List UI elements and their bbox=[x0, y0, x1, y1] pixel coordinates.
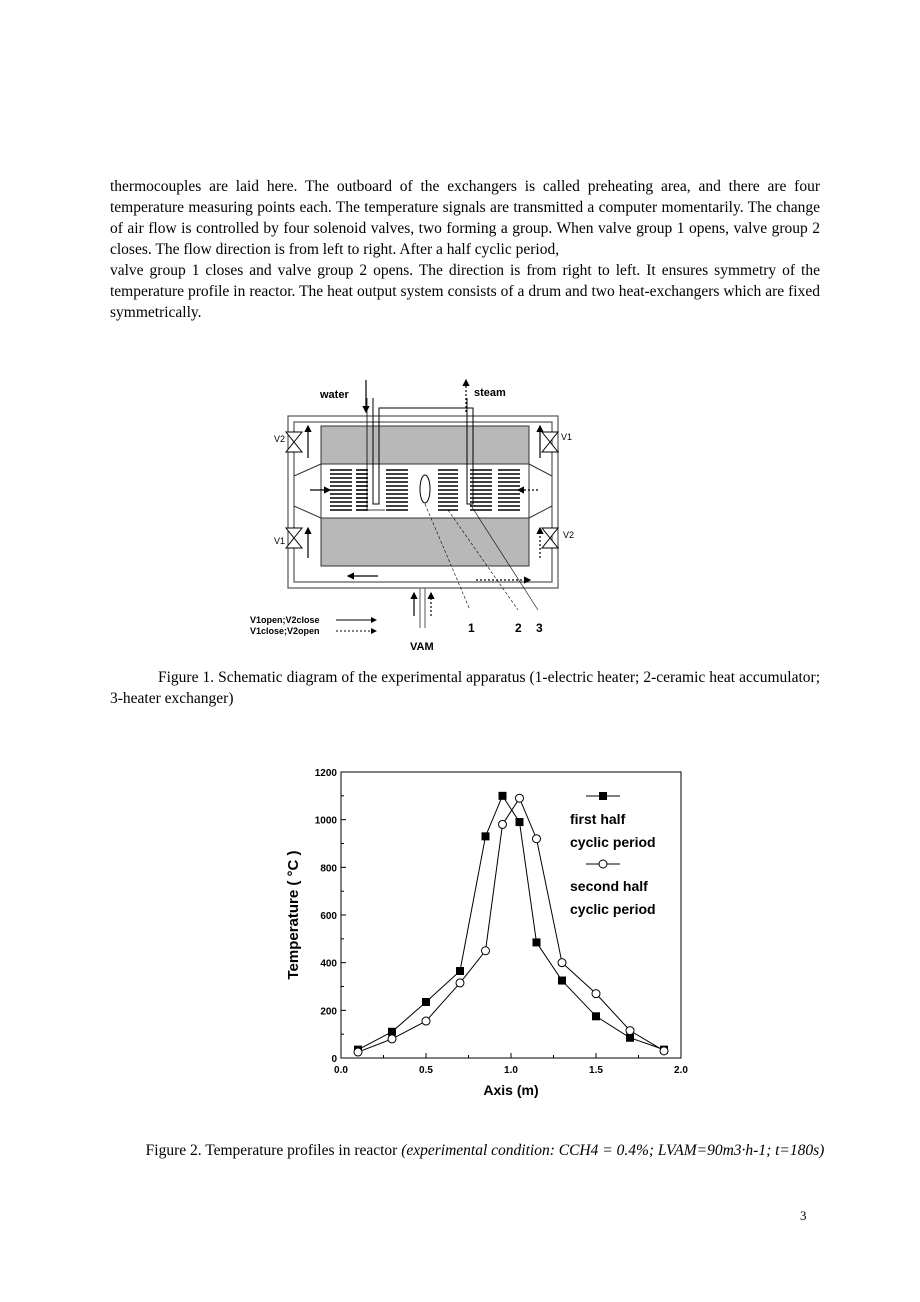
legend-series-1-line-2: cyclic period bbox=[570, 834, 656, 850]
data-point-first bbox=[456, 967, 464, 975]
figure-2-caption-prefix: Figure 2. Temperature profiles in reactor bbox=[145, 1142, 402, 1159]
figure-1-schematic bbox=[248, 378, 588, 654]
data-point-second bbox=[533, 835, 541, 843]
data-point-first bbox=[592, 1012, 600, 1020]
y-axis-label: Temperature ( °C ) bbox=[285, 850, 302, 980]
data-point-second bbox=[422, 1017, 430, 1025]
legend-marker-second bbox=[599, 860, 607, 868]
body-paragraph bbox=[110, 176, 820, 323]
figure-1-caption: Figure 1. Schematic diagram of the experimental apparatus (1-electric heater; 2-ceramic heat accumulator; 3-heater exchanger) bbox=[110, 669, 820, 707]
legend-series-2-line-1: second half bbox=[570, 878, 648, 894]
x-tick-label: 1.0 bbox=[504, 1065, 518, 1076]
x-tick-label: 1.5 bbox=[589, 1065, 603, 1076]
data-point-second bbox=[482, 947, 490, 955]
y-tick-label: 400 bbox=[320, 958, 337, 970]
steam-label: steam bbox=[474, 387, 506, 399]
valve-v1-top-label: V1 bbox=[561, 432, 573, 442]
y-tick-label: 600 bbox=[320, 911, 337, 922]
valve-v1-bottom-label: V1 bbox=[274, 536, 286, 546]
vam-label: VAM bbox=[410, 641, 434, 653]
data-point-first bbox=[422, 998, 430, 1006]
figure-2-caption-condition: (experimental condition: CCH4 = 0.4%; LVAM=90m3·h-1; t=180s) bbox=[401, 1142, 825, 1159]
y-tick-label: 800 bbox=[320, 863, 337, 875]
legend-close-label: V1close;V2open bbox=[250, 626, 320, 636]
data-point-second bbox=[516, 794, 524, 802]
data-point-first bbox=[499, 792, 507, 800]
legend-open-label: V1open;V2close bbox=[250, 615, 320, 625]
page-number: 3 bbox=[800, 1208, 807, 1223]
valve-v2-bottom-label: V2 bbox=[563, 530, 575, 540]
data-point-second bbox=[456, 979, 464, 987]
figure-2-caption bbox=[130, 1140, 840, 1161]
legend-marker-first bbox=[599, 792, 607, 800]
label-1: 1 bbox=[468, 621, 475, 635]
data-point-second bbox=[388, 1035, 396, 1043]
figure-2-chart bbox=[268, 762, 708, 1102]
paragraph-part-1: thermocouples are laid here. The outboard of the exchangers is called preheating area, and there are four temperature measuring points each. The temperature signals are transmitted a computer momentarily. The change of air flow is controlled by four solenoid valves, two forming a group. When valve group 1 opens, valve group 2 closes. The flow direction is from left to right. After a half cyclic period, bbox=[110, 178, 820, 258]
data-point-second bbox=[592, 990, 600, 998]
chart-legend bbox=[570, 792, 656, 917]
x-tick-label: 2.0 bbox=[674, 1065, 688, 1076]
y-tick-label: 1000 bbox=[314, 815, 337, 827]
y-tick-label: 200 bbox=[320, 1006, 337, 1018]
x-tick-label: 0.0 bbox=[334, 1065, 348, 1076]
data-point-first bbox=[516, 818, 524, 826]
x-axis-label: Axis (m) bbox=[483, 1082, 539, 1098]
water-label: water bbox=[320, 389, 349, 401]
valve-v2-top-label: V2 bbox=[274, 434, 286, 444]
label-3: 3 bbox=[536, 621, 543, 635]
data-point-second bbox=[558, 959, 566, 967]
data-point-second bbox=[354, 1048, 362, 1056]
x-tick-label: 0.5 bbox=[419, 1065, 433, 1076]
data-point-second bbox=[660, 1047, 668, 1055]
data-point-first bbox=[533, 938, 541, 946]
paragraph-part-2: valve group 1 closes and valve group 2 opens. The direction is from right to left. It ensures symmetry of the temperature profile in reactor. The heat output system consists of a drum and two heat-exchangers which are fixed symmetrically. bbox=[110, 262, 820, 321]
data-point-second bbox=[499, 820, 507, 828]
legend-series-1-line-1: first half bbox=[570, 811, 626, 827]
y-tick-label: 1200 bbox=[314, 768, 337, 779]
label-2: 2 bbox=[515, 621, 522, 635]
legend-series-2-line-2: cyclic period bbox=[570, 901, 656, 917]
data-point-first bbox=[558, 977, 566, 985]
y-tick-label: 0 bbox=[331, 1054, 337, 1065]
data-point-second bbox=[626, 1027, 634, 1035]
data-point-first bbox=[482, 832, 490, 840]
